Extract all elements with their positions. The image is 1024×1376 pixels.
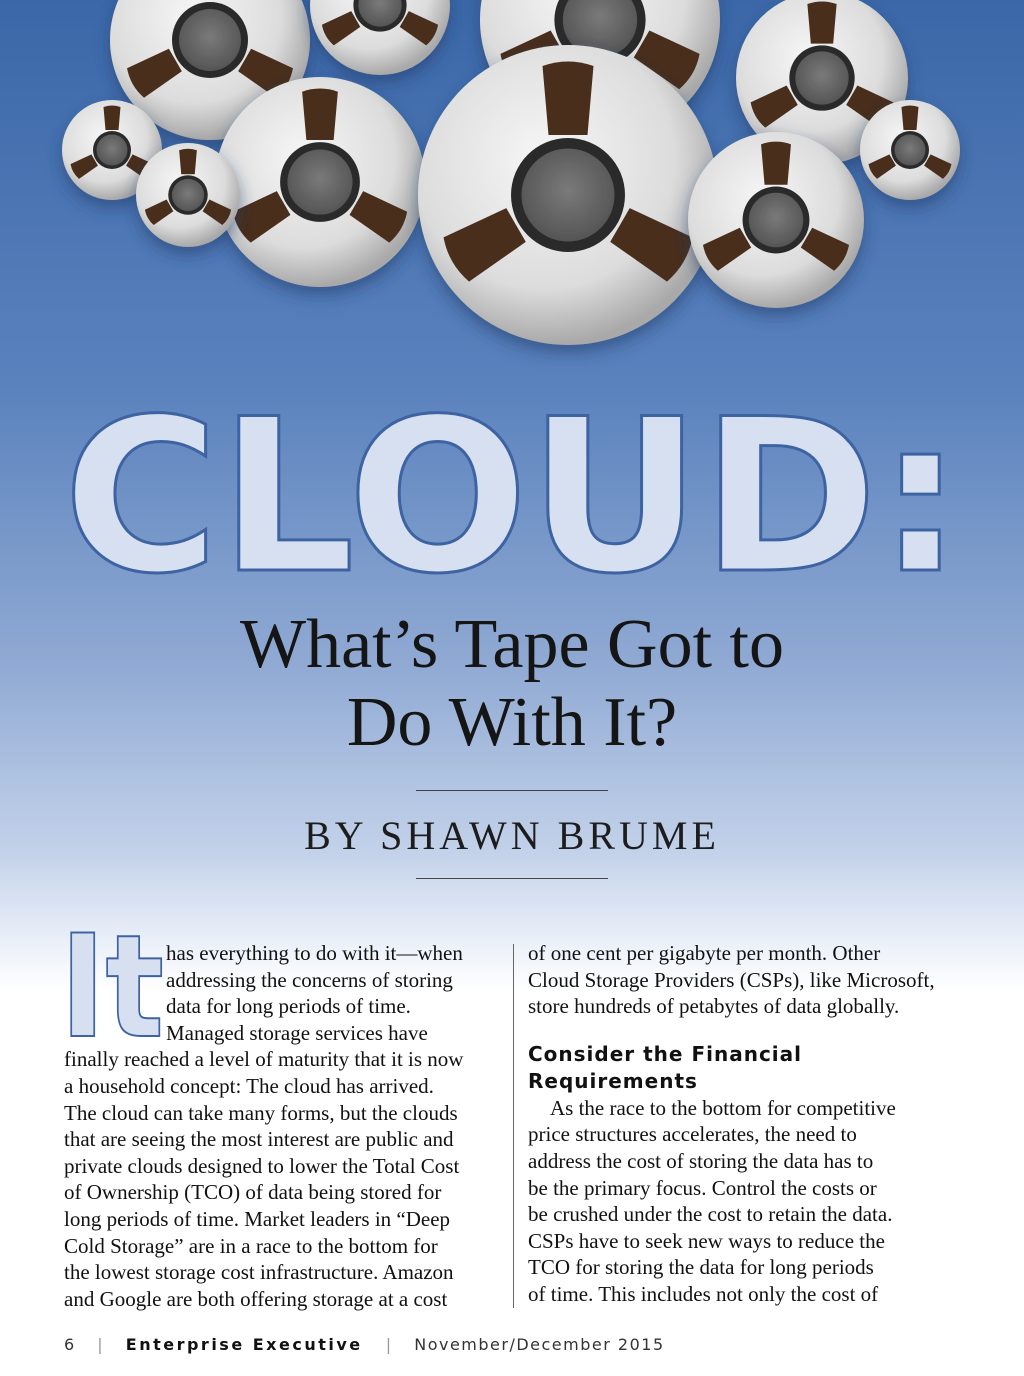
text-line: has everything to do with it—when — [166, 941, 463, 965]
headline-cloud — [58, 373, 968, 620]
text-line: private clouds designed to lower the Total Cost — [64, 1153, 460, 1178]
headline-subtitle — [0, 606, 1024, 762]
tape-reels-illustration — [0, 0, 1024, 370]
magazine-name: Enterprise Executive — [125, 1335, 363, 1354]
dropcap-wrapped-lines — [64, 940, 504, 1046]
reel-small-right — [860, 100, 960, 200]
reel-center — [418, 45, 718, 345]
reel-small-left-2 — [136, 143, 240, 247]
text-line: store hundreds of petabytes of data globally. — [528, 994, 900, 1019]
footer-separator: | — [385, 1335, 392, 1354]
rule-above-byline — [416, 790, 608, 791]
column-divider — [513, 944, 514, 1308]
svg-text:It: It — [60, 905, 164, 1070]
text-line: Cloud Storage Providers (CSPs), like Microsoft, — [528, 967, 935, 992]
text-line: As the race to the bottom for competitive — [550, 1095, 896, 1120]
text-line: The cloud can take many forms, but the clouds — [64, 1100, 458, 1125]
text-line: long periods of time. Market leaders in “Deep — [64, 1206, 451, 1231]
text-line: that are seeing the most interest are public and — [64, 1127, 454, 1152]
reel-mid-left — [215, 77, 425, 287]
text-line: be the primary focus. Control the costs or — [528, 1175, 877, 1200]
article-column-left — [64, 940, 504, 1312]
text-line: of Ownership (TCO) of data being stored for — [64, 1180, 442, 1205]
text-line: price structures accelerates, the need to — [528, 1122, 857, 1147]
rule-below-byline — [416, 878, 608, 879]
page-number: 6 — [64, 1335, 75, 1354]
section-heading — [528, 1041, 968, 1095]
text-line: finally reached a level of maturity that it is now — [64, 1047, 464, 1072]
byline: BY SHAWN BRUME — [304, 813, 720, 858]
article-column-right — [528, 940, 968, 1308]
reel-mid-right — [688, 132, 864, 308]
reel-back-2 — [310, 0, 450, 75]
text-line: the lowest storage cost infrastructure. Amazon — [64, 1260, 454, 1285]
subtitle-line-1: What’s Tape Got to — [240, 606, 784, 683]
text-line: of time. This includes not only the cost of — [528, 1281, 879, 1306]
subtitle-line-2: Do With It? — [346, 684, 678, 761]
text-line: of one cent per gigabyte per month. Other — [528, 941, 881, 965]
footer-separator: | — [97, 1335, 103, 1354]
text-line: data for long periods of time. — [166, 994, 411, 1019]
text-line: address the cost of storing the data has to — [528, 1148, 874, 1173]
text-line: addressing the concerns of storing — [166, 967, 453, 992]
text-line: be crushed under the cost to retain the data. — [528, 1202, 893, 1227]
section-heading-line-1: Consider the Financial — [528, 1041, 803, 1066]
issue-date: November/December 2015 — [414, 1335, 665, 1354]
svg-text:CLOUD:: CLOUD: — [63, 373, 963, 620]
text-line: a household concept: The cloud has arrived. — [64, 1073, 434, 1098]
page-footer — [64, 1334, 964, 1358]
text-line: CSPs have to seek new ways to reduce the — [528, 1228, 885, 1253]
section-heading-line-2: Requirements — [528, 1068, 698, 1093]
text-line: TCO for storing the data for long periods — [528, 1255, 874, 1280]
text-line: Managed storage services have — [166, 1020, 428, 1045]
text-line: Cold Storage” are in a race to the bottom for — [64, 1233, 438, 1258]
text-line: and Google are both offering storage at a cost — [64, 1286, 448, 1311]
